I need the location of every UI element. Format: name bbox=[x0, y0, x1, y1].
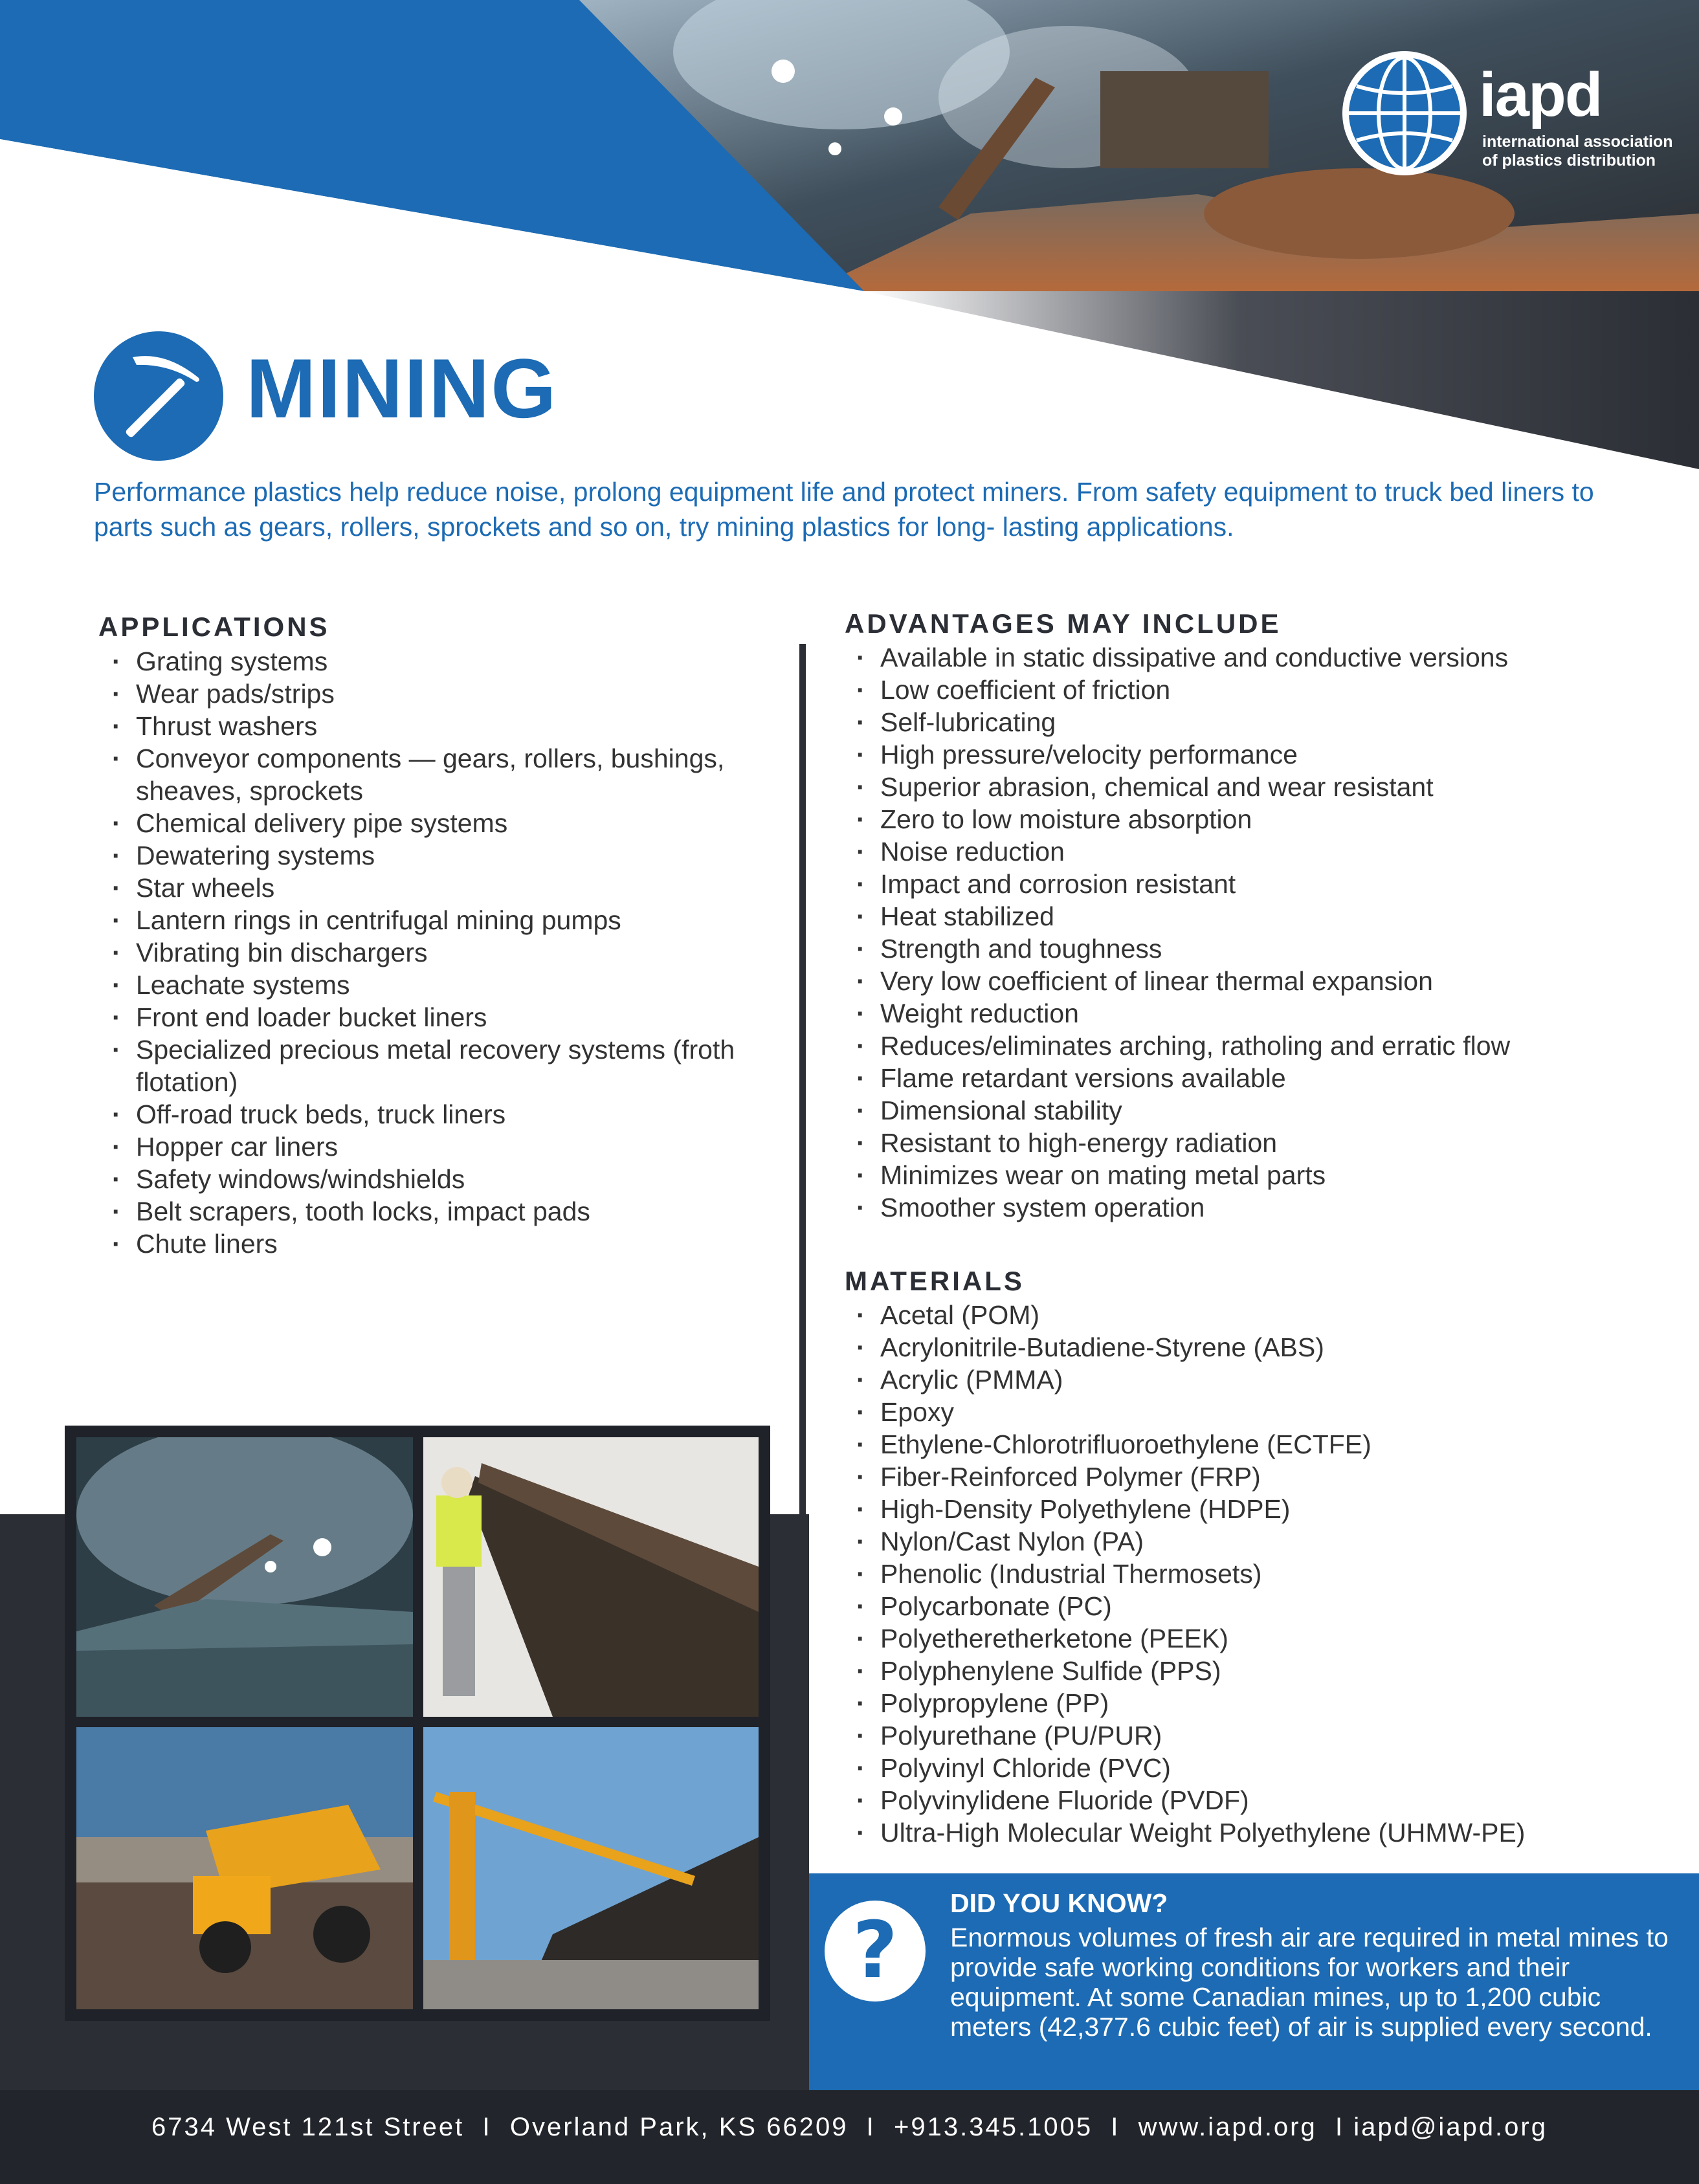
advantages-item: · Noise reduction bbox=[845, 835, 1686, 868]
advantages-item: · Zero to low moisture absorption bbox=[845, 803, 1686, 835]
materials-item: · Polycarbonate (PC) bbox=[845, 1590, 1686, 1622]
advantages-item: · Very low coefficient of linear thermal expansion bbox=[845, 965, 1686, 997]
advantages-item: · Reduces/eliminates arching, ratholing and erratic flow bbox=[845, 1030, 1686, 1062]
applications-item: · Hopper car liners bbox=[100, 1131, 754, 1163]
advantages-list bbox=[845, 641, 1686, 1224]
applications-item: · Wear pads/strips bbox=[100, 678, 754, 710]
applications-item: · Vibrating bin dischargers bbox=[100, 936, 754, 969]
column-divider bbox=[799, 644, 806, 1514]
materials-item: · Acrylonitrile-Butadiene-Styrene (ABS) bbox=[845, 1331, 1686, 1363]
logo-tagline bbox=[1482, 133, 1676, 170]
advantages-item: · High pressure/velocity performance bbox=[845, 738, 1686, 771]
advantages-item: · Heat stabilized bbox=[845, 900, 1686, 932]
applications-list bbox=[100, 645, 754, 1260]
advantages-item: · Weight reduction bbox=[845, 997, 1686, 1030]
applications-item: · Chute liners bbox=[100, 1228, 754, 1260]
materials-item: · Ethylene-Chlorotrifluoroethylene (ECTFE) bbox=[845, 1428, 1686, 1461]
question-mark-icon bbox=[823, 1899, 927, 2003]
materials-item: · Epoxy bbox=[845, 1396, 1686, 1428]
did-you-know-heading: DID YOU KNOW? bbox=[950, 1888, 1168, 1918]
materials-item: · Nylon/Cast Nylon (PA) bbox=[845, 1525, 1686, 1558]
materials-item: · Phenolic (Industrial Thermosets) bbox=[845, 1558, 1686, 1590]
applications-item: · Dewatering systems bbox=[100, 839, 754, 872]
advantages-item: · Flame retardant versions available bbox=[845, 1062, 1686, 1094]
photo-underground-mine bbox=[76, 1437, 413, 1717]
photo-conveyor-belt-worker bbox=[423, 1437, 759, 1717]
applications-heading: APPLICATIONS bbox=[98, 612, 330, 642]
logo-tagline-line1: international association bbox=[1482, 133, 1673, 151]
svg-text:?: ? bbox=[852, 1906, 898, 1996]
applications-item: · Front end loader bucket liners bbox=[100, 1001, 754, 1033]
materials-item: · Polyphenylene Sulfide (PPS) bbox=[845, 1655, 1686, 1687]
photo-haul-truck bbox=[76, 1727, 413, 2009]
logo-wordmark: iapd bbox=[1479, 60, 1602, 129]
applications-item: · Lantern rings in centrifugal mining pumps bbox=[100, 904, 754, 936]
materials-item: · Polyurethane (PU/PUR) bbox=[845, 1719, 1686, 1752]
materials-item: · Ultra-High Molecular Weight Polyethylene (UHMW-PE) bbox=[845, 1816, 1686, 1849]
advantages-item: · Smoother system operation bbox=[845, 1191, 1686, 1224]
materials-item: · High-Density Polyethylene (HDPE) bbox=[845, 1493, 1686, 1525]
applications-item: · Grating systems bbox=[100, 645, 754, 678]
applications-item: · Leachate systems bbox=[100, 969, 754, 1001]
intro-paragraph: Performance plastics help reduce noise, prolong equipment life and protect miners. From safety equipment to truck bed liners to parts such as gears, rollers, sprockets and so on, try mining plastics for long- lasting applications. bbox=[94, 477, 1594, 542]
materials-item: · Polyvinylidene Fluoride (PVDF) bbox=[845, 1784, 1686, 1816]
materials-item: · Polypropylene (PP) bbox=[845, 1687, 1686, 1719]
materials-item: · Acetal (POM) bbox=[845, 1299, 1686, 1331]
advantages-item: · Impact and corrosion resistant bbox=[845, 868, 1686, 900]
applications-item: · Belt scrapers, tooth locks, impact pads bbox=[100, 1195, 754, 1228]
advantages-item: · Resistant to high-energy radiation bbox=[845, 1127, 1686, 1159]
applications-item: · Safety windows/windshields bbox=[100, 1163, 754, 1195]
applications-item: · Thrust washers bbox=[100, 710, 754, 742]
applications-item: · Conveyor components — gears, rollers, bushings, sheaves, sprockets bbox=[100, 742, 754, 807]
iapd-globe-logo-icon bbox=[1340, 49, 1469, 178]
advantages-item: · Superior abrasion, chemical and wear resistant bbox=[845, 771, 1686, 803]
page-title: MINING bbox=[246, 341, 558, 436]
materials-item: · Polyetheretherketone (PEEK) bbox=[845, 1622, 1686, 1655]
applications-item: · Chemical delivery pipe systems bbox=[100, 807, 754, 839]
applications-item: · Off-road truck beds, truck liners bbox=[100, 1098, 754, 1131]
materials-item: · Acrylic (PMMA) bbox=[845, 1363, 1686, 1396]
advantages-item: · Available in static dissipative and conductive versions bbox=[845, 641, 1686, 674]
advantages-item: · Strength and toughness bbox=[845, 932, 1686, 965]
applications-item: · Specialized precious metal recovery systems (froth flotation) bbox=[100, 1033, 754, 1098]
logo-tagline-line2: of plastics distribution bbox=[1482, 151, 1656, 170]
pickaxe-icon bbox=[94, 331, 223, 461]
materials-item: · Fiber-Reinforced Polymer (FRP) bbox=[845, 1461, 1686, 1493]
did-you-know-text: Enormous volumes of fresh air are required in metal mines to provide safe working conditions for workers and their equipment. At some Canadian mines, up to 1,200 cubic meters (42,377.6 cubic feet) of air is supplied every second. bbox=[950, 1923, 1669, 2042]
photo-stacker-reclaimer bbox=[423, 1727, 759, 2009]
materials-list bbox=[845, 1299, 1686, 1849]
advantages-item: · Self-lubricating bbox=[845, 706, 1686, 738]
advantages-item: · Dimensional stability bbox=[845, 1094, 1686, 1127]
footer-contact: 6734 West 121st Street I Overland Park, KS 66209 I +913.345.1005 I www.iapd.org I iapd@iapd.org bbox=[151, 2113, 1548, 2141]
applications-item: · Star wheels bbox=[100, 872, 754, 904]
advantages-heading: ADVANTAGES MAY INCLUDE bbox=[845, 608, 1282, 639]
advantages-item: · Minimizes wear on mating metal parts bbox=[845, 1159, 1686, 1191]
advantages-item: · Low coefficient of friction bbox=[845, 674, 1686, 706]
materials-heading: MATERIALS bbox=[845, 1266, 1025, 1296]
photo-grid bbox=[65, 1426, 770, 2021]
materials-item: · Polyvinyl Chloride (PVC) bbox=[845, 1752, 1686, 1784]
